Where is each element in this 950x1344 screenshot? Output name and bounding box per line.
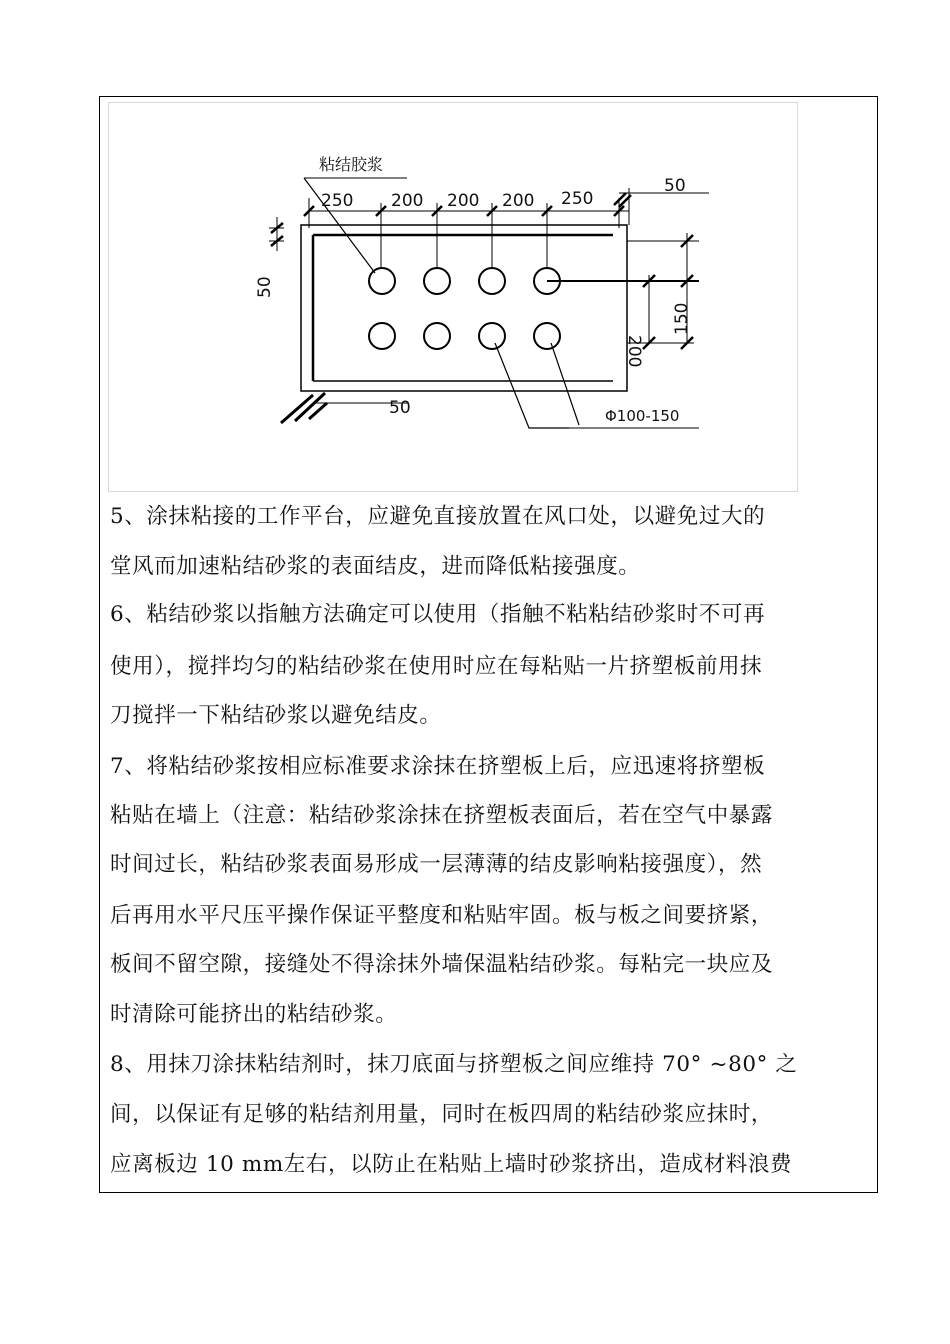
text-line: 粘贴在墙上（注意：粘结砂浆涂抹在挤塑板表面后，若在空气中暴露	[110, 803, 774, 828]
dim-left: 50	[255, 276, 275, 298]
text-line: 5、涂抹粘接的工作平台，应避免直接放置在风口处，以避免过大的	[110, 504, 766, 529]
adhesive-dot	[479, 323, 505, 349]
text-line: 时间过长，粘结砂浆表面易形成一层薄薄的结皮影响粘接强度），然	[110, 852, 763, 877]
text-line: 间，以保证有足够的粘结剂用量，同时在板四周的粘结砂浆应抹时，	[110, 1102, 774, 1127]
adhesive-dot	[534, 323, 560, 349]
adhesive-layout-diagram	[108, 102, 798, 492]
dim-top-2: 200	[391, 191, 424, 211]
dim-vertical-150: 150	[672, 302, 692, 335]
text-line: 板间不留空隙，接缝处不得涂抹外墙保温粘结砂浆。每粘完一块应及	[110, 952, 774, 977]
dot-diameter-label: Φ100-150	[605, 407, 680, 425]
adhesive-dot	[424, 323, 450, 349]
adhesive-dot	[369, 323, 395, 349]
text-line: 刀搅拌一下粘结砂浆以避免结皮。	[110, 703, 442, 728]
text-line: 后再用水平尺压平操作保证平整度和粘贴牢固。板与板之间要挤紧，	[110, 903, 774, 928]
text-line: 7、将粘结砂浆按相应标准要求涂抹在挤塑板上后，应迅速将挤塑板	[110, 754, 766, 779]
text-line: 堂风而加速粘结砂浆的表面结皮，进而降低粘接强度。	[110, 554, 641, 579]
dim-top-5: 250	[561, 189, 594, 209]
text-line: 6、粘结砂浆以指触方法确定可以使用（指触不粘粘结砂浆时不可再	[110, 602, 766, 627]
dim-top-3: 200	[447, 191, 480, 211]
dim-top-1: 250	[321, 191, 354, 211]
dim-top-right: 50	[664, 176, 686, 196]
text-line: 时清除可能挤出的粘结砂浆。	[110, 1002, 398, 1027]
text-line: 使用），搅拌均匀的粘结砂浆在使用时应在每粘贴一片挤塑板前用抹	[110, 654, 763, 679]
label-glue: 粘结胶浆	[319, 155, 384, 174]
dim-vertical-200: 200	[624, 335, 644, 368]
adhesive-dot	[369, 268, 395, 294]
text-line: 应离板边 10 mm左右，以防止在粘贴上墙时砂浆挤出，造成材料浪费	[110, 1152, 793, 1177]
adhesive-dot	[424, 268, 450, 294]
adhesive-dot	[479, 268, 505, 294]
board-outer-outline	[301, 225, 627, 391]
dim-top-4: 200	[502, 191, 535, 211]
dim-bottom: 50	[389, 398, 411, 418]
text-line: 8、用抹刀涂抹粘结剂时，抹刀底面与挤塑板之间应维持 70° ~80° 之	[110, 1052, 798, 1077]
diagram-svg	[109, 103, 798, 492]
